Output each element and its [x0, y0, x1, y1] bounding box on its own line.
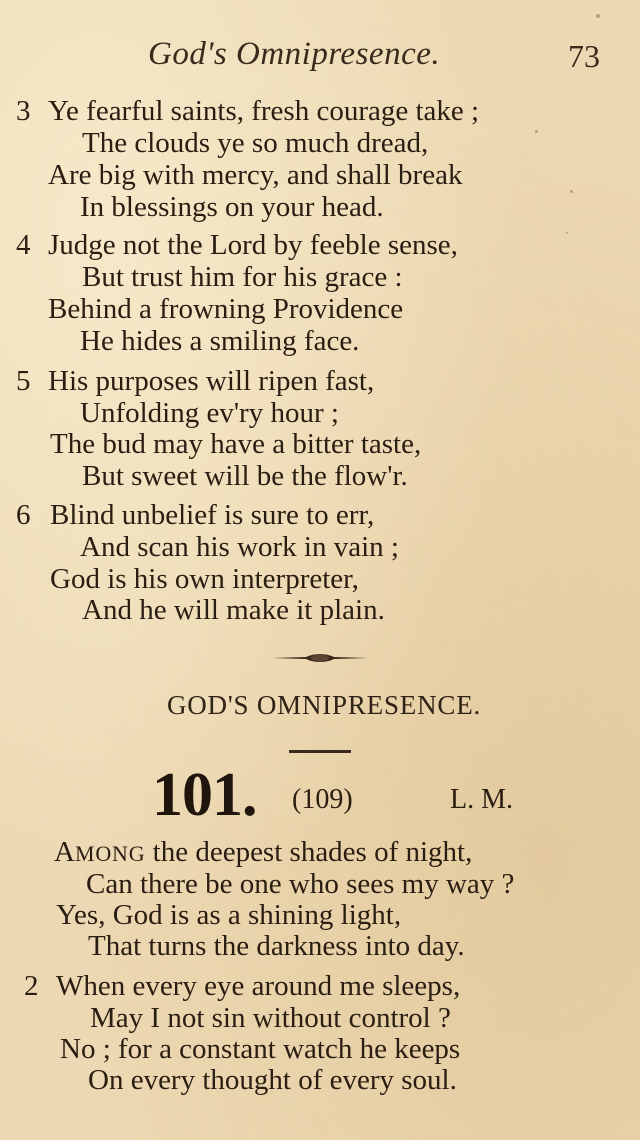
verse-line-first	[54, 836, 472, 869]
verse-number: 2	[24, 970, 39, 1002]
first-word-smallcaps: MONG	[74, 841, 146, 866]
verse-line: His purposes will ripen fast,	[48, 365, 375, 397]
section-title: GOD'S OMNIPRESENCE.	[166, 690, 482, 720]
verse-line: That turns the darkness into day.	[88, 930, 465, 962]
verse-line: God is his own interpreter,	[50, 563, 359, 595]
running-head	[0, 36, 640, 82]
paper-speck	[566, 232, 568, 234]
verse-line: In blessings on your head.	[80, 191, 384, 223]
verse-line: Are big with mercy, and shall break	[48, 159, 463, 191]
drop-cap: A	[54, 836, 75, 868]
verse-line: Behind a frowning Providence	[48, 293, 404, 325]
verse-line: Judge not the Lord by feeble sense,	[48, 229, 458, 261]
verse-line: Can there be one who sees my way ?	[86, 868, 515, 900]
verse-line: Unfolding ev'ry hour ;	[80, 397, 339, 429]
verse-line: On every thought of every soul.	[88, 1064, 457, 1096]
verse-line: And he will make it plain.	[82, 594, 385, 626]
verse-line: But sweet will be the flow'r.	[82, 460, 408, 492]
verse-line: Yes, God is as a shining light,	[56, 899, 402, 931]
first-line-rest: the deepest shades of night,	[145, 836, 473, 868]
verse-number: 6	[16, 499, 31, 531]
verse-line: When every eye around me sleeps,	[56, 970, 461, 1002]
verse-line: No ; for a constant watch he keeps	[60, 1033, 461, 1065]
running-head-title: God's Omnipresence.	[148, 36, 441, 72]
hymn-alt-number: (109)	[292, 784, 353, 815]
paper-speck	[570, 190, 573, 193]
verse-line: But trust him for his grace :	[82, 261, 403, 293]
verse-line: He hides a smiling face.	[80, 325, 360, 357]
ornament-divider-icon	[270, 648, 370, 668]
verse-line: The clouds ye so much dread,	[82, 127, 429, 159]
verse-number: 5	[16, 365, 31, 397]
verse-number: 3	[16, 95, 31, 127]
verse-line: The bud may have a bitter taste,	[50, 428, 422, 460]
verse-line: And scan his work in vain ;	[80, 531, 399, 563]
hymn-number: 101.	[152, 761, 257, 829]
paper-speck	[535, 130, 538, 133]
paper-speck	[596, 14, 600, 18]
section-rule	[289, 750, 351, 753]
page-number: 73	[568, 38, 600, 74]
verse-line: Ye fearful saints, fresh courage take ;	[48, 95, 480, 127]
verse-line: Blind unbelief is sure to err,	[50, 499, 375, 531]
verse-number: 4	[16, 229, 31, 261]
hymn-heading	[0, 760, 640, 830]
hymn-meter: L. M.	[450, 784, 513, 815]
verse-line: May I not sin without control ?	[90, 1002, 451, 1034]
